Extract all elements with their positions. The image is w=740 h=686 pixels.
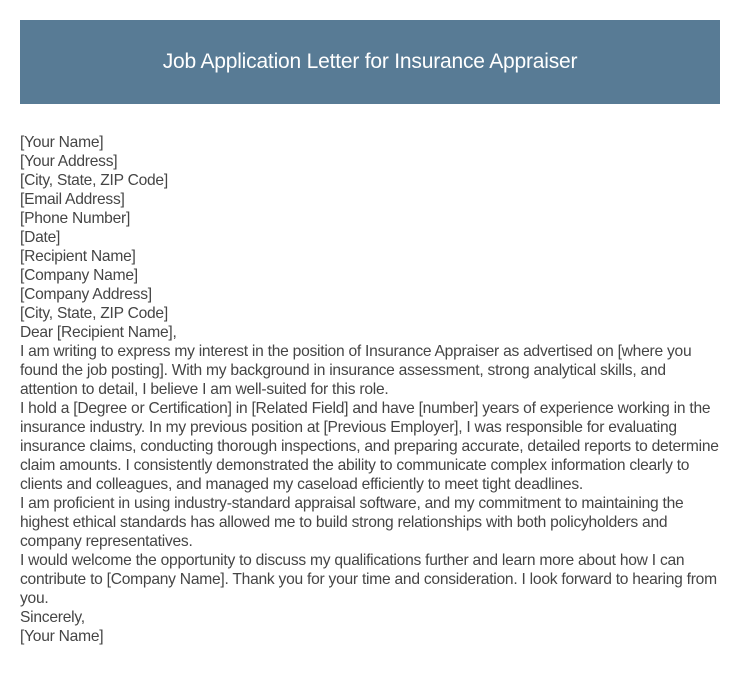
sender-email: [Email Address] (20, 191, 125, 208)
sender-phone: [Phone Number] (20, 210, 131, 227)
signature: [Your Name] (20, 628, 104, 645)
salutation: Dear [Recipient Name], (20, 324, 177, 341)
sender-block (20, 133, 724, 247)
recipient-block (20, 247, 724, 323)
letter-date: [Date] (20, 229, 61, 246)
paragraph-closing: I would welcome the opportunity to discuss my qualifications further and learn more about how I can contribute to [Company Name]. Thank you for your time and consideration. I look forward to hearing from you. (20, 552, 717, 607)
paragraph-experience: I hold a [Degree or Certification] in [Related Field] and have [number] years of experience working in the insurance industry. In my previous position at [Previous Employer], I was responsible for evaluating insurance claims, conducting thorough inspections, and preparing accurate, detailed reports to determine claim amounts. I consistently demonstrated the ability to communicate complex information clearly to clients and colleagues, and managed my caseload efficiently to meet tight deadlines. (20, 400, 719, 493)
sender-name: [Your Name] (20, 134, 104, 151)
sender-city-state-zip: [City, State, ZIP Code] (20, 172, 168, 189)
closing: Sincerely, (20, 609, 85, 626)
recipient-company: [Company Name] (20, 267, 138, 284)
paragraph-skills: I am proficient in using industry-standard appraisal software, and my commitment to maintaining the highest ethical standards has allowed me to build strong relationships with both policyholders and company representatives. (20, 495, 684, 550)
recipient-address: [Company Address] (20, 286, 152, 303)
recipient-name: [Recipient Name] (20, 248, 136, 265)
paragraph-intro: I am writing to express my interest in the position of Insurance Appraiser as advertised on [where you found the job posting]. With my background in insurance assessment, strong analytical skills, and attention to detail, I believe I am well-suited for this role. (20, 343, 692, 398)
page-title: Job Application Letter for Insurance Appraiser (162, 50, 578, 73)
title-banner (20, 20, 720, 104)
recipient-city-state-zip: [City, State, ZIP Code] (20, 305, 168, 322)
letter-body (20, 133, 724, 646)
sender-address: [Your Address] (20, 153, 118, 170)
